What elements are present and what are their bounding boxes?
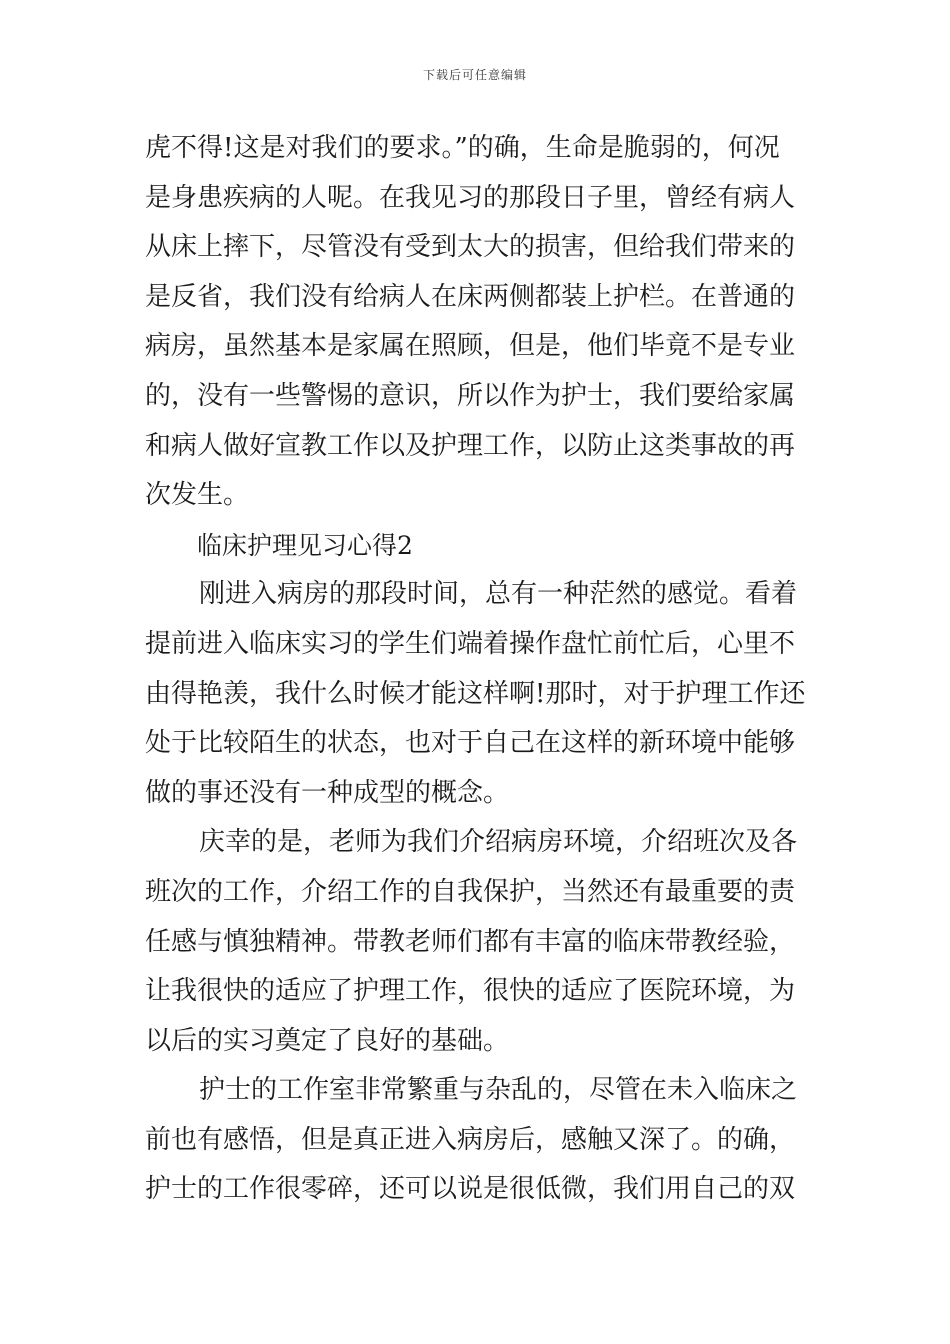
text-line: 护士的工作室非常繁重与杂乱的，尽管在未入临床之 [199,1075,798,1106]
text-line: 虎不得!这是对我们的要求。”的确，生命是脆弱的，何况 [145,133,780,163]
text-line: 以后的实习奠定了良好的基础。 [145,1025,510,1056]
page-header: 下载后可任意编辑 [422,68,527,82]
text-line: 的，没有一些警惕的意识，所以作为护士，我们要给家属 [145,380,796,411]
text-line: 护士的工作很零碎，还可以说是很低微，我们用自己的双 [145,1174,796,1205]
text-line: 和病人做好宣教工作以及护理工作，以防止这类事故的再 [145,430,796,461]
text-line: 刚进入病房的那段时间，总有一种茫然的感觉。看着 [199,579,798,610]
text-line: 次发生。 [145,480,250,511]
text-line: 病房，虽然基本是家属在照顾，但是，他们毕竟不是专业 [145,331,796,362]
text-line: 是身患疾病的人呢。在我见习的那段日子里，曾经有病人 [145,182,796,213]
section-heading: 临床护理见习心得2 [197,530,413,560]
document-body [145,124,810,1215]
text-line: 班次的工作，介绍工作的自我保护，当然还有最重要的责 [145,876,796,907]
text-line: 任感与慎独精神。带教老师们都有丰富的临床带教经验， [145,926,796,957]
text-line: 前也有感悟，但是真正进入病房后，感触又深了。的确， [145,1124,796,1155]
text-line: 做的事还没有一种成型的概念。 [145,777,510,808]
text-line: 从床上摔下，尽管没有受到太大的损害，但给我们带来的 [145,232,796,263]
text-line: 处于比较陌生的状态，也对于自己在这样的新环境中能够 [145,728,796,759]
text-line: 提前进入临床实习的学生们端着操作盘忙前忙后，心里不 [145,628,796,659]
text-line: 让我很快的适应了护理工作，很快的适应了医院环境，为 [145,976,796,1007]
text-line: 庆幸的是，老师为我们介绍病房环境，介绍班次及各 [199,827,798,858]
text-line: 由得艳羡，我什么时候才能这样啊!那时，对于护理工作还 [145,678,806,709]
text-line: 是反省，我们没有给病人在床两侧都装上护栏。在普通的 [145,281,796,312]
